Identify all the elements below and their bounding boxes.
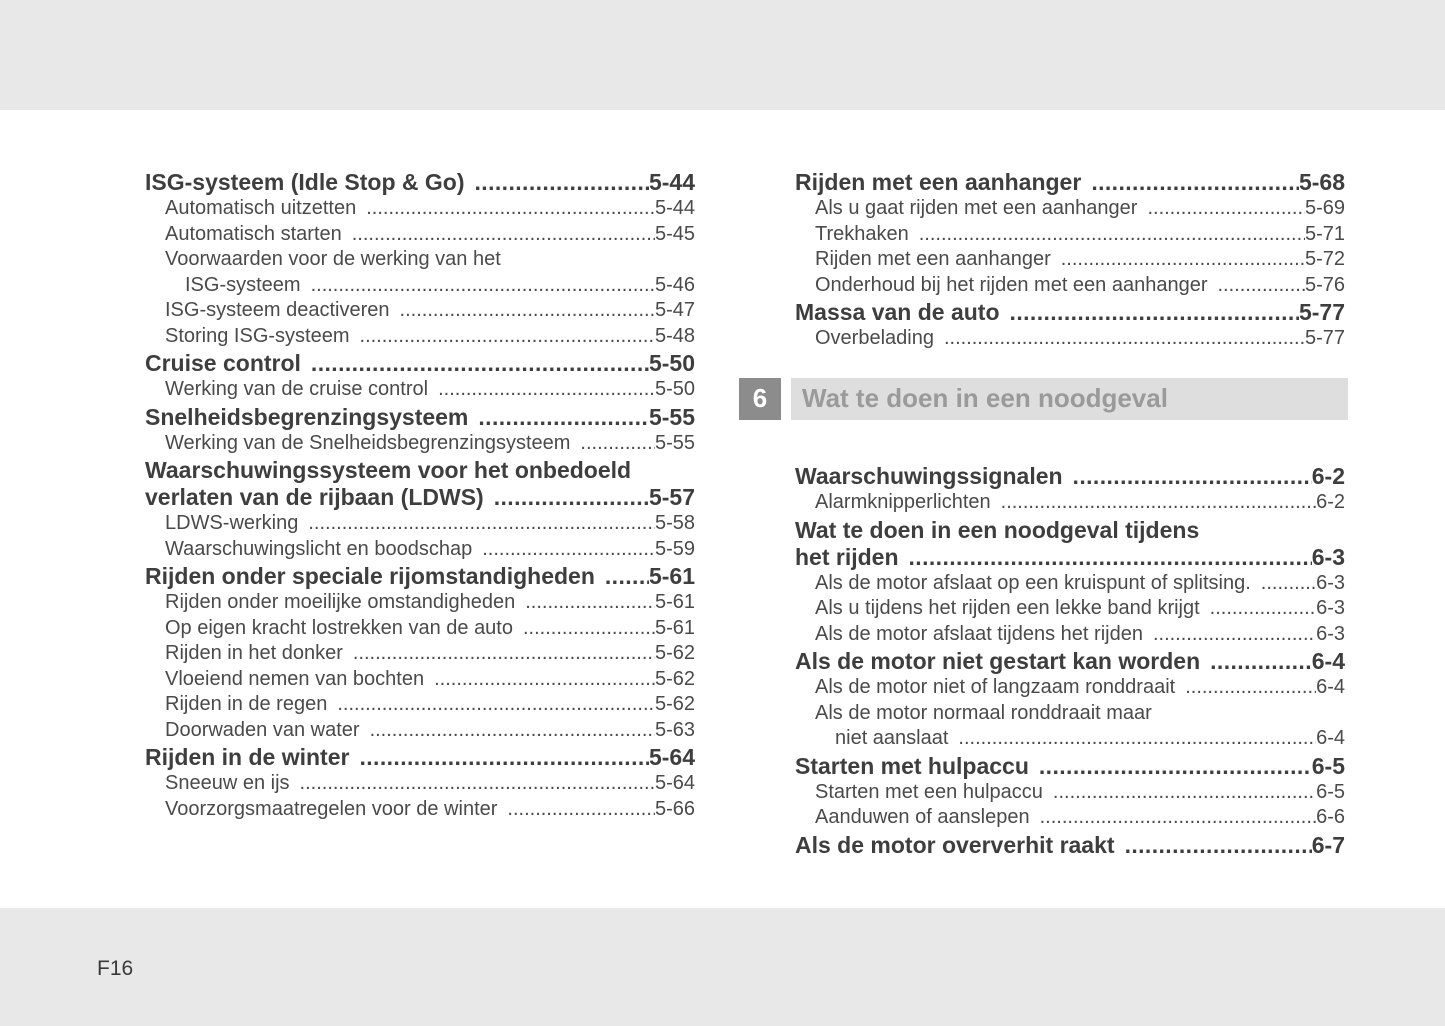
page-number: F16 <box>97 957 134 980</box>
toc-subentry[interactable] <box>145 431 695 457</box>
toc-subentry[interactable] <box>145 511 695 537</box>
dot-leader <box>434 667 655 693</box>
toc-entry-title: ISG-systeem <box>185 273 301 296</box>
toc-heading[interactable] <box>145 404 695 431</box>
toc-heading[interactable] <box>795 544 1345 571</box>
toc-entry-title: Automatisch starten <box>165 222 342 245</box>
toc-column-right-bottom <box>795 462 1345 859</box>
toc-subentry[interactable] <box>145 718 695 744</box>
toc-entry-title: Doorwaden van water <box>165 718 360 741</box>
toc-entry-title: Als de motor afslaat tijdens het rijden <box>815 622 1143 645</box>
dot-leader <box>1010 299 1299 326</box>
toc-entry-page: 5-66 <box>654 797 695 820</box>
toc-entry-page: 6-2 <box>1311 463 1345 489</box>
toc-entry-title: Starten met hulpaccu <box>795 752 1029 779</box>
toc-subentry[interactable] <box>795 247 1345 273</box>
toc-entry-page: 5-77 <box>1304 327 1345 349</box>
dot-leader <box>1125 832 1312 859</box>
toc-entry-title: Rijden onder moeilijke omstandigheden <box>165 591 516 613</box>
toc-entry-title: LDWS-werking <box>165 512 299 534</box>
toc-subentry[interactable] <box>145 590 695 616</box>
dot-leader <box>300 771 655 797</box>
toc-subentry[interactable] <box>145 222 695 248</box>
toc-entry-page: 6-3 <box>1316 597 1345 619</box>
toc-entry-page: 5-55 <box>654 431 695 454</box>
toc-entry-page: 5-44 <box>648 169 695 195</box>
toc-entry-title: Als de motor afslaat op een kruispunt of splitsing. <box>815 571 1251 594</box>
toc-subentry[interactable] <box>795 571 1345 597</box>
toc-entry-page: 5-57 <box>648 484 695 510</box>
toc-entry-title: Als de motor normaal ronddraait maar <box>815 701 1152 724</box>
dot-leader <box>359 744 648 771</box>
dot-leader <box>1261 571 1316 597</box>
toc-entry-title: Waarschuwingslicht en boodschap <box>165 537 473 560</box>
toc-entry-title: Rijden in het donker <box>165 642 343 664</box>
dot-leader <box>1073 463 1312 490</box>
toc-entry-page: 5-47 <box>654 299 695 321</box>
dot-leader <box>1053 780 1316 806</box>
toc-column-right-top <box>795 168 1345 352</box>
toc-heading[interactable] <box>145 744 695 771</box>
toc-entry-title: Rijden onder speciale rijomstandigheden <box>145 563 595 589</box>
toc-entry-title: Storing ISG-systeem <box>165 324 350 347</box>
dot-leader <box>478 404 649 431</box>
chapter-header <box>739 378 1349 420</box>
toc-entry-title: Als u gaat rijden met een aanhanger <box>815 197 1138 219</box>
toc-entry-page: 6-6 <box>1316 806 1345 828</box>
toc-entry-page: 6-4 <box>1311 648 1345 674</box>
toc-entry-page: 5-61 <box>648 563 695 589</box>
toc-entry-page: 5-45 <box>654 222 695 245</box>
dot-leader <box>308 511 655 537</box>
toc-entry-page: 5-59 <box>654 537 695 560</box>
bottom-margin-band <box>0 908 1445 1026</box>
toc-heading[interactable] <box>145 563 695 590</box>
dot-leader <box>1001 490 1316 516</box>
toc-heading[interactable] <box>145 350 695 377</box>
toc-subentry[interactable] <box>145 247 695 273</box>
dot-leader <box>507 797 655 823</box>
dot-leader <box>352 222 655 248</box>
toc-entry-title: niet aanslaat <box>835 727 949 749</box>
toc-subentry[interactable] <box>145 537 695 563</box>
toc-subentry[interactable] <box>145 324 695 350</box>
chapter-title: Wat te doen in een noodgeval <box>791 378 1348 420</box>
toc-heading[interactable] <box>795 517 1345 544</box>
dot-leader <box>360 324 655 350</box>
toc-entry-page: 5-72 <box>1304 248 1345 270</box>
toc-subentry[interactable] <box>795 780 1345 806</box>
toc-entry-page: 5-46 <box>654 273 695 296</box>
dot-leader <box>1218 273 1305 299</box>
toc-entry-page: 5-62 <box>654 693 695 715</box>
dot-leader <box>311 273 655 299</box>
toc-heading[interactable] <box>145 457 695 484</box>
dot-leader <box>1061 247 1305 273</box>
toc-entry-title: Overbelading <box>815 327 934 349</box>
dot-leader <box>494 484 649 511</box>
toc-subentry[interactable] <box>795 622 1345 648</box>
toc-subentry[interactable] <box>145 667 695 693</box>
toc-entry-title: Op eigen kracht lostrekken van de auto <box>165 616 513 639</box>
toc-subentry[interactable] <box>795 675 1345 701</box>
toc-entry-page: 6-5 <box>1316 780 1345 803</box>
dot-leader <box>958 726 1316 752</box>
toc-entry-title: Waarschuwingssysteem voor het onbedoeld <box>145 457 632 483</box>
dot-leader <box>366 196 655 222</box>
dot-leader <box>1039 753 1312 780</box>
toc-entry-page: 5-62 <box>654 642 695 664</box>
toc-entry-title: Sneeuw en ijs <box>165 772 290 794</box>
toc-subentry[interactable] <box>145 692 695 718</box>
toc-entry-title: Waarschuwingssignalen <box>795 463 1063 489</box>
toc-heading[interactable] <box>795 753 1345 780</box>
toc-entry-title: Snelheidsbegrenzingsysteem <box>145 403 469 430</box>
toc-heading[interactable] <box>795 832 1345 859</box>
toc-subentry[interactable] <box>795 326 1345 352</box>
toc-entry-title: Automatisch uitzetten <box>165 197 357 219</box>
toc-subentry[interactable] <box>145 641 695 667</box>
toc-entry-title: het rijden <box>795 543 899 570</box>
toc-entry-title: Werking van de Snelheidsbegrenzingsysteem <box>165 431 571 454</box>
toc-entry-title: Rijden met een aanhanger <box>795 169 1082 195</box>
toc-entry-title: Als de motor niet of langzaam ronddraait <box>815 676 1176 698</box>
toc-entry-title: Aanduwen of aanslepen <box>815 806 1030 828</box>
toc-entry-title: Als de motor niet gestart kan worden <box>795 648 1201 674</box>
toc-heading[interactable] <box>145 169 695 196</box>
dot-leader <box>909 544 1312 571</box>
toc-entry-page: 6-3 <box>1316 622 1345 645</box>
toc-entry-page: 5-62 <box>654 667 695 690</box>
toc-entry-page: 5-69 <box>1304 197 1345 219</box>
dot-leader <box>311 350 649 377</box>
top-margin-band <box>0 0 1445 110</box>
toc-entry-title: Als de motor oververhit raakt <box>795 831 1115 858</box>
toc-entry-page: 5-64 <box>654 772 695 794</box>
toc-entry-page: 5-64 <box>648 744 695 770</box>
dot-leader <box>438 377 655 403</box>
toc-heading[interactable] <box>795 648 1345 675</box>
toc-entry-page: 5-55 <box>648 403 695 430</box>
toc-subentry[interactable] <box>145 616 695 642</box>
toc-subentry[interactable] <box>795 273 1345 299</box>
toc-entry-title: Werking van de cruise control <box>165 378 429 400</box>
dot-leader <box>1040 805 1316 831</box>
toc-entry-title: Rijden in de regen <box>165 693 328 715</box>
toc-column-left <box>145 168 695 822</box>
dot-leader <box>1091 169 1299 196</box>
toc-subentry[interactable] <box>145 771 695 797</box>
toc-subentry[interactable] <box>795 805 1345 831</box>
toc-entry-page: 5-68 <box>1298 169 1345 195</box>
toc-entry-page: 5-48 <box>654 324 695 347</box>
toc-entry-page: 6-4 <box>1316 727 1345 749</box>
toc-entry-page: 6-7 <box>1311 831 1345 858</box>
toc-entry-title: Rijden in de winter <box>145 744 350 770</box>
dot-leader <box>353 641 655 667</box>
dot-leader <box>1153 622 1316 648</box>
toc-entry-page: 5-50 <box>648 350 695 376</box>
dot-leader <box>525 590 655 616</box>
toc-entry-title: Vloeiend nemen van bochten <box>165 667 425 690</box>
toc-subentry[interactable] <box>795 726 1345 752</box>
toc-subentry[interactable] <box>795 490 1345 516</box>
toc-subentry[interactable] <box>145 298 695 324</box>
toc-entry-title: Wat te doen in een noodgeval tijdens <box>795 516 1200 543</box>
dot-leader <box>1210 596 1316 622</box>
toc-entry-title: Starten met een hulpaccu <box>815 780 1043 803</box>
toc-entry-title: Massa van de auto <box>795 299 1000 325</box>
dot-leader <box>482 537 655 563</box>
toc-subentry[interactable] <box>795 222 1345 248</box>
toc-entry-title: verlaten van de rijbaan (LDWS) <box>145 484 484 510</box>
dot-leader <box>919 222 1305 248</box>
toc-heading[interactable] <box>795 299 1345 326</box>
dot-leader <box>580 431 655 457</box>
chapter-number: 6 <box>739 378 781 420</box>
toc-entry-title: Trekhaken <box>815 222 909 245</box>
toc-entry-page: 6-5 <box>1311 752 1345 779</box>
toc-entry-title: ISG-systeem (Idle Stop & Go) <box>145 169 465 195</box>
toc-entry-title: Rijden met een aanhanger <box>815 248 1051 270</box>
toc-entry-page: 5-58 <box>654 512 695 534</box>
toc-entry-title: ISG-systeem deactiveren <box>165 299 390 321</box>
toc-subentry[interactable] <box>795 196 1345 222</box>
toc-entry-page: 6-4 <box>1316 676 1345 698</box>
toc-subentry[interactable] <box>795 596 1345 622</box>
toc-subentry[interactable] <box>145 797 695 823</box>
toc-entry-title: Als u tijdens het rijden een lekke band krijgt <box>815 597 1200 619</box>
dot-leader <box>400 298 655 324</box>
toc-subentry[interactable] <box>145 377 695 403</box>
toc-entry-page: 5-71 <box>1304 222 1345 245</box>
dot-leader <box>1210 648 1312 675</box>
toc-entry-title: Voorwaarden voor de werking van het <box>165 248 501 270</box>
dot-leader <box>370 718 655 744</box>
toc-entry-page: 6-3 <box>1311 543 1345 570</box>
dot-leader <box>1185 675 1316 701</box>
toc-entry-page: 5-63 <box>654 718 695 741</box>
dot-leader <box>1147 196 1305 222</box>
dot-leader <box>944 326 1305 352</box>
toc-heading[interactable] <box>795 169 1345 196</box>
toc-entry-title: Voorzorgsmaatregelen voor de winter <box>165 797 498 820</box>
toc-heading[interactable] <box>795 463 1345 490</box>
toc-subentry[interactable] <box>145 196 695 222</box>
toc-heading[interactable] <box>145 484 695 511</box>
toc-entry-title: Onderhoud bij het rijden met een aanhanger <box>815 273 1208 296</box>
toc-entry-page: 5-76 <box>1304 273 1345 296</box>
toc-entry-page: 5-61 <box>654 616 695 639</box>
toc-entry-page: 6-2 <box>1316 491 1345 513</box>
toc-entry-page: 6-3 <box>1316 571 1345 594</box>
dot-leader <box>605 563 649 590</box>
toc-subentry[interactable] <box>145 273 695 299</box>
toc-entry-page: 5-44 <box>654 197 695 219</box>
dot-leader <box>523 616 655 642</box>
toc-entry-page: 5-61 <box>654 591 695 613</box>
toc-entry-page: 5-50 <box>654 378 695 400</box>
toc-subentry[interactable] <box>795 701 1345 727</box>
toc-entry-title: Alarmknipperlichten <box>815 491 991 513</box>
toc-entry-page: 5-77 <box>1298 299 1345 325</box>
dot-leader <box>337 692 655 718</box>
toc-entry-title: Cruise control <box>145 350 301 376</box>
dot-leader <box>475 169 649 196</box>
